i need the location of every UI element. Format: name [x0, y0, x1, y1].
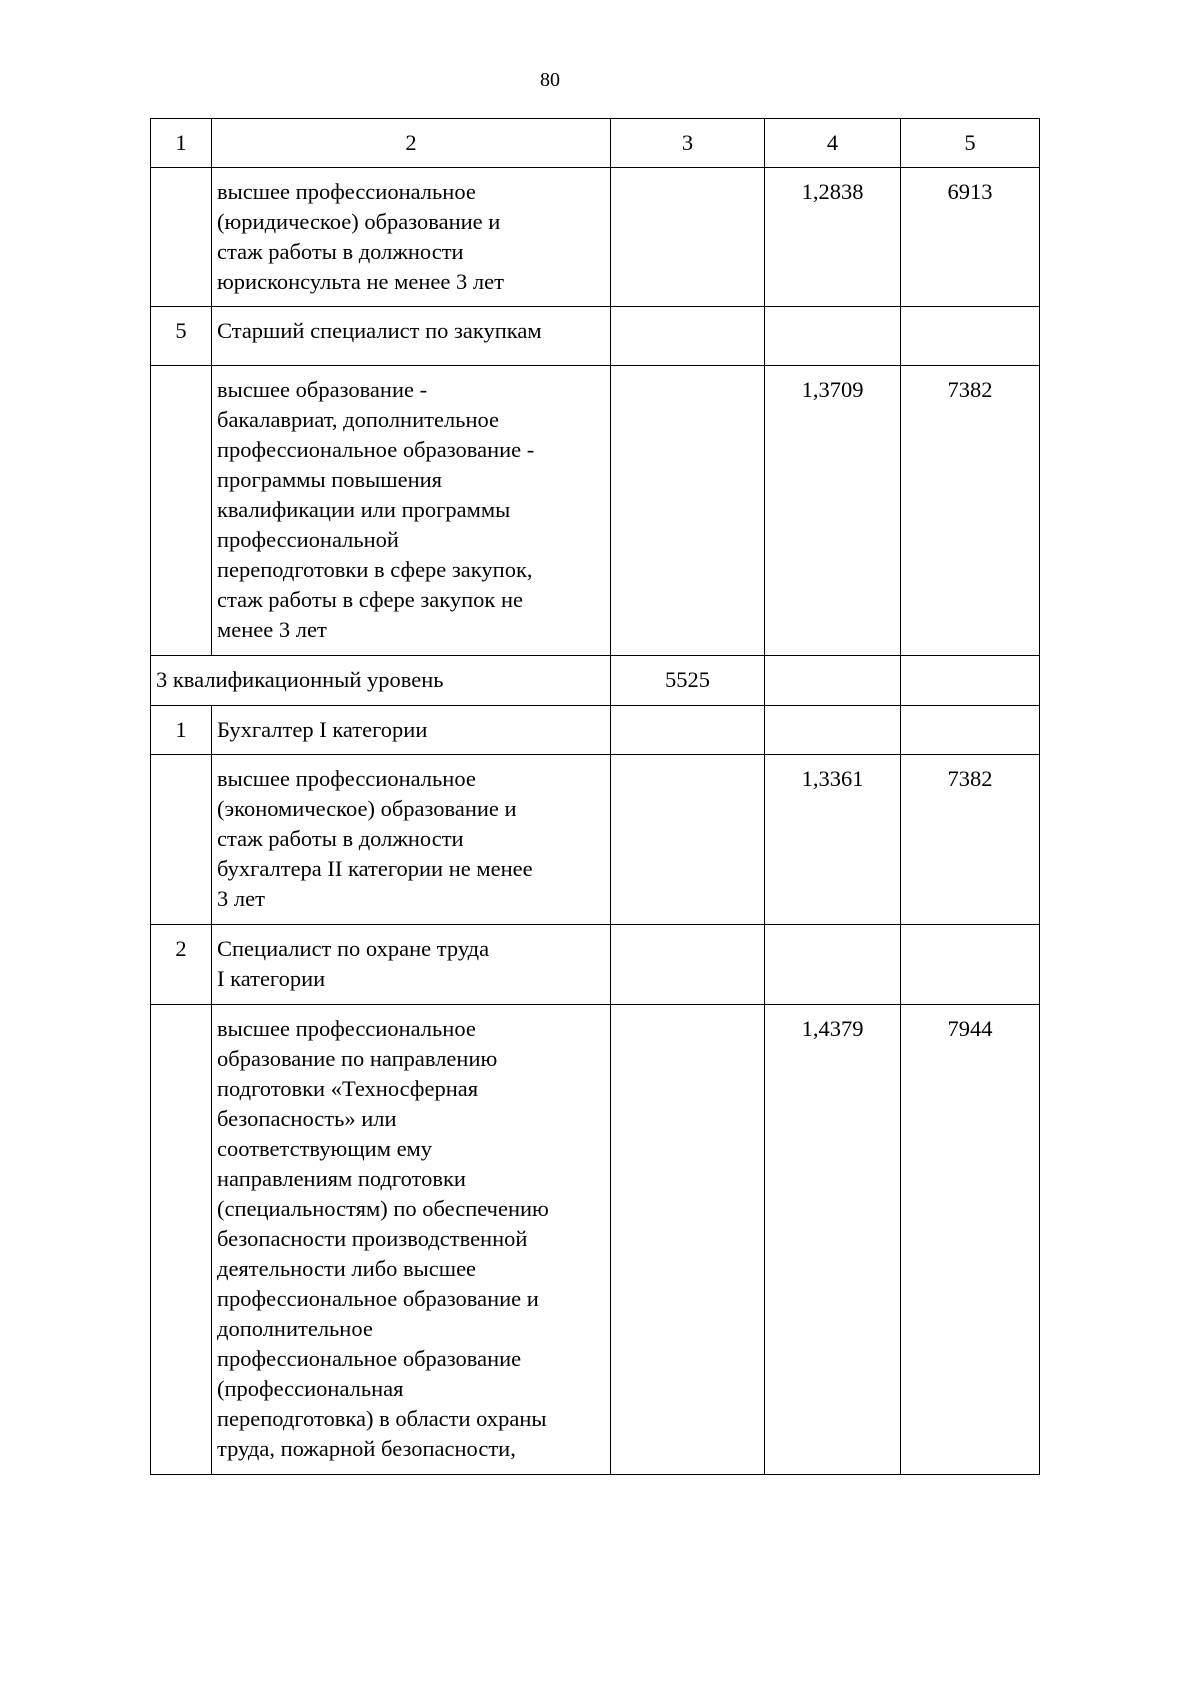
row-coefficient	[765, 706, 901, 755]
row-number	[151, 755, 212, 925]
row-number: 5	[151, 307, 212, 366]
table-row	[151, 168, 1040, 307]
row-salary: 7944	[901, 1005, 1040, 1475]
row-position-title: Бухгалтер I категории	[212, 706, 611, 755]
table-row	[151, 755, 1040, 925]
row-coefficient: 1,2838	[765, 168, 901, 307]
row-base-salary	[611, 706, 765, 755]
row-description: высшее профессиональное (юридическое) образование и стаж работы в должности юрисконсульта не менее 3 лет	[212, 168, 611, 307]
table-header-row	[151, 119, 1040, 168]
row-salary	[901, 307, 1040, 366]
salary-table	[150, 118, 1040, 1475]
row-coefficient	[765, 656, 901, 706]
row-number	[151, 1005, 212, 1475]
row-position-title: Старший специалист по закупкам	[212, 307, 611, 366]
row-description: высшее профессиональное образование по направлению подготовки «Техносферная безопасность» или соответствующим ему направлениям подготовки (специальностям) по обеспечению безопасности производственной деятельности либо высшее профессиональное образование и дополнительное профессиональное образование (профессиональная переподготовка) в области охраны труда, пожарной безопасности,	[212, 1005, 611, 1475]
row-salary: 7382	[901, 366, 1040, 656]
row-salary	[901, 706, 1040, 755]
header-col-1: 1	[151, 119, 212, 168]
row-coefficient	[765, 307, 901, 366]
row-salary: 6913	[901, 168, 1040, 307]
row-coefficient: 1,3709	[765, 366, 901, 656]
header-col-5: 5	[901, 119, 1040, 168]
row-base-salary	[611, 925, 765, 1005]
row-salary: 7382	[901, 755, 1040, 925]
row-salary	[901, 925, 1040, 1005]
row-coefficient	[765, 925, 901, 1005]
table-row	[151, 1005, 1040, 1475]
row-coefficient: 1,4379	[765, 1005, 901, 1475]
row-description: высшее профессиональное (экономическое) образование и стаж работы в должности бухгалтера II категории не менее 3 лет	[212, 755, 611, 925]
row-position-title: Специалист по охране труда I категории	[212, 925, 611, 1005]
qualification-level-row	[151, 656, 1040, 706]
header-col-4: 4	[765, 119, 901, 168]
table-row	[151, 307, 1040, 366]
table-row	[151, 925, 1040, 1005]
table-row	[151, 366, 1040, 656]
page-number: 80	[540, 69, 560, 91]
row-base-salary	[611, 307, 765, 366]
qualification-level-base-salary: 5525	[611, 656, 765, 706]
header-col-3: 3	[611, 119, 765, 168]
header-col-2: 2	[212, 119, 611, 168]
row-number	[151, 168, 212, 307]
row-base-salary	[611, 168, 765, 307]
row-description: высшее образование - бакалавриат, дополнительное профессиональное образование - программы повышения квалификации или программы профессиональной переподготовки в сфере закупок, стаж работы в сфере закупок не менее 3 лет	[212, 366, 611, 656]
row-salary	[901, 656, 1040, 706]
table-row	[151, 706, 1040, 755]
row-base-salary	[611, 755, 765, 925]
row-base-salary	[611, 1005, 765, 1475]
row-base-salary	[611, 366, 765, 656]
row-number: 2	[151, 925, 212, 1005]
row-coefficient: 1,3361	[765, 755, 901, 925]
qualification-level-label: 3 квалификационный уровень	[151, 656, 611, 706]
row-number	[151, 366, 212, 656]
row-number: 1	[151, 706, 212, 755]
